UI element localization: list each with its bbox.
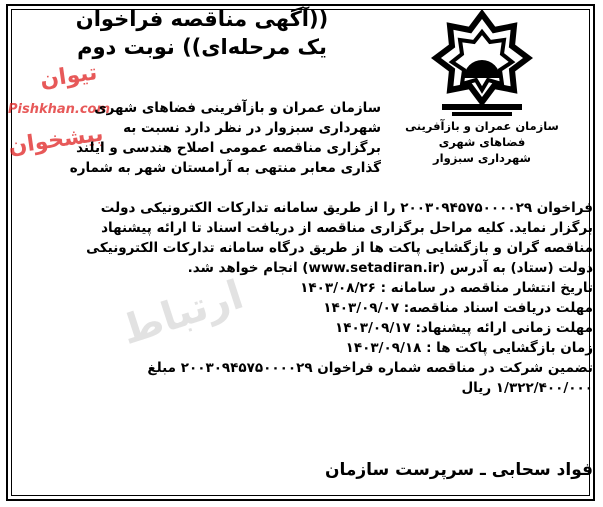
- intro-line: سازمان عمران و بازآفرینی فضاهای شهری: [94, 100, 381, 116]
- logo-org-name: سازمان عمران و بازآفرینی فضاهای شهری: [405, 119, 559, 149]
- intro-line: برگزاری مناقصه عمومی اصلاح هندسی و ایلند: [76, 140, 381, 156]
- geometric-star-emblem-icon: [422, 8, 542, 118]
- intro-paragraph: [21, 98, 381, 178]
- body-line: فراخوان ۲۰۰۳۰۹۴۵۷۵۰۰۰۰۲۹ را از طریق سامانه تدارکات الکترونیکی دولت: [100, 200, 593, 216]
- signature: فواد سحابی ـ سرپرست سازمان: [324, 460, 593, 480]
- body-line: مناقصه گران و بازگشایی پاکت ها از طریق درگاه سامانه تدارکات الکترونیکی: [86, 240, 593, 256]
- body-line: دولت (ستاد) به آدرس (www.setadiran.ir) انجام خواهد شد.: [187, 260, 593, 276]
- watermark-text-1: تیوان: [38, 60, 99, 93]
- logo-municipality-name: شهرداری سبزوار: [433, 151, 531, 165]
- opening-date-line: زمان بازگشایی پاکت ها : ۱۴۰۳/۰۹/۱۸: [345, 340, 593, 356]
- intro-line: شهرداری سبزوار در نظر دارد نسبت به: [123, 120, 381, 136]
- guarantee-line: تضمین شرکت در مناقصه شماره فراخوان ۲۰۰۳۰۹۴۵۷۵۰۰۰۰۲۹ مبلغ: [147, 360, 593, 376]
- notice-title-line2: یک مرحله‌ای)) نوبت دوم: [77, 35, 327, 59]
- intro-line: گذاری معابر منتهی به آرامستان شهر به شماره: [69, 160, 381, 176]
- document-deadline-line: مهلت دریافت اسناد مناقصه: ۱۴۰۳/۰۹/۰۷: [323, 300, 593, 316]
- body-paragraph: [23, 198, 593, 398]
- watermark-text-2: Pishkhan.com: [8, 102, 111, 117]
- guarantee-amount-line: ۱/۳۲۲/۴۰۰/۰۰۰ ریال: [461, 380, 593, 396]
- notice-title-line1: ((آگهی مناقصه فراخوان: [75, 7, 329, 31]
- organization-logo: [382, 8, 582, 166]
- publish-date-line: تاریخ انتشار مناقصه در سامانه : ۱۴۰۳/۰۸/۲۶: [300, 280, 593, 296]
- background-watermark: ارتباط: [115, 271, 249, 355]
- body-line: برگزار نماید. کلیه مراحل برگزاری مناقصه از دریافت اسناد تا ارائه پیشنهاد: [101, 220, 593, 236]
- proposal-deadline-line: مهلت زمانی ارائه پیشنهاد: ۱۴۰۳/۰۹/۱۷: [335, 320, 593, 336]
- watermark-text-3: پیشخوان: [6, 121, 105, 160]
